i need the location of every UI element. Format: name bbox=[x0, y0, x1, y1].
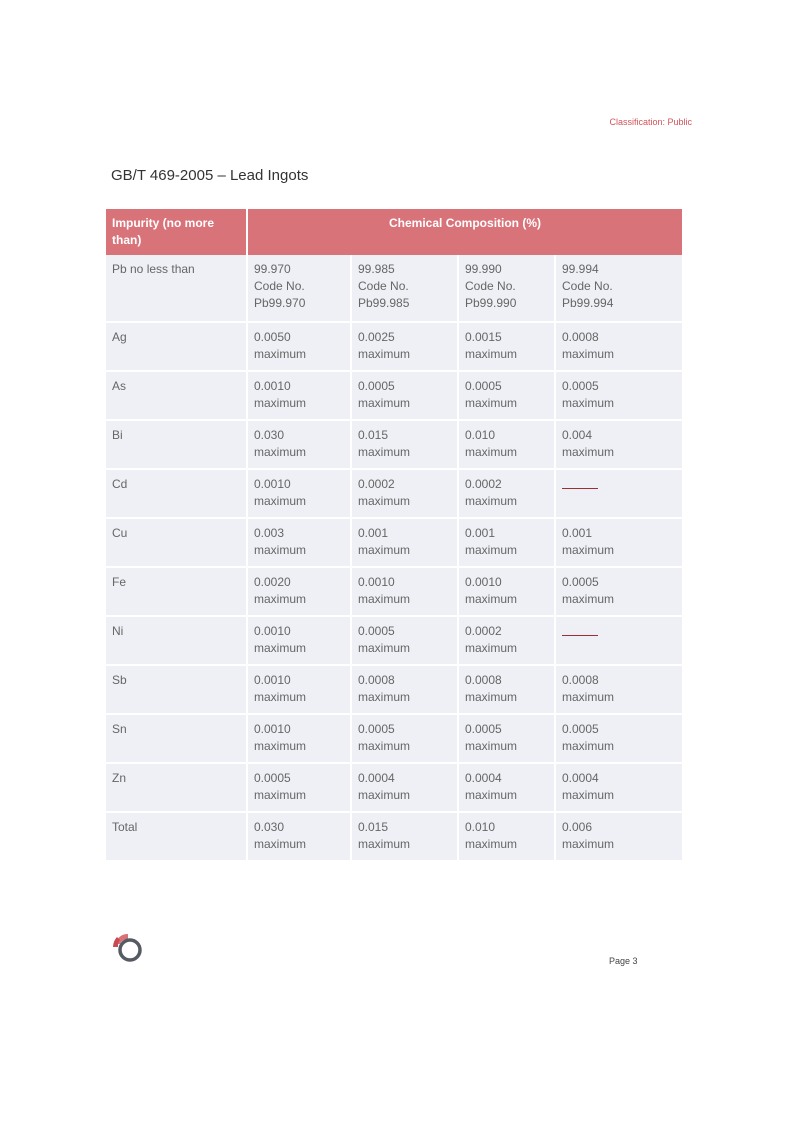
cell-value: 0.0020 bbox=[254, 575, 291, 589]
table-cell bbox=[555, 322, 682, 371]
code-value: Pb99.990 bbox=[465, 296, 517, 310]
row-label: Ag bbox=[106, 322, 247, 371]
cell-suffix: maximum bbox=[254, 788, 307, 802]
table-cell bbox=[351, 518, 458, 567]
cell-value: 0.0005 bbox=[254, 771, 291, 785]
table-cell bbox=[247, 567, 351, 616]
cell-suffix: maximum bbox=[465, 592, 518, 606]
cell-value: 0.0005 bbox=[562, 379, 599, 393]
cell-value: 0.0010 bbox=[358, 575, 395, 589]
table-cell bbox=[351, 714, 458, 763]
table-row bbox=[106, 322, 682, 371]
table-cell bbox=[351, 255, 458, 322]
code-label: Code No. bbox=[254, 279, 305, 293]
table-row bbox=[106, 371, 682, 420]
cell-value: 0.0050 bbox=[254, 330, 291, 344]
cell-value: 0.001 bbox=[465, 526, 496, 540]
table-row bbox=[106, 420, 682, 469]
table-row bbox=[106, 518, 682, 567]
cell-suffix: maximum bbox=[562, 445, 615, 459]
cell-suffix: maximum bbox=[358, 543, 411, 557]
table-cell bbox=[247, 420, 351, 469]
cell-suffix: maximum bbox=[254, 690, 307, 704]
table-cell bbox=[458, 469, 555, 518]
cell-suffix: maximum bbox=[465, 494, 518, 508]
table-cell bbox=[351, 665, 458, 714]
cell-value: 0.0002 bbox=[358, 477, 395, 491]
cell-suffix: maximum bbox=[465, 347, 518, 361]
cell-suffix: maximum bbox=[465, 396, 518, 410]
code-value: Pb99.994 bbox=[562, 296, 614, 310]
cell-value: 0.0005 bbox=[358, 379, 395, 393]
cell-suffix: maximum bbox=[254, 494, 307, 508]
table-cell bbox=[458, 518, 555, 567]
not-applicable-dash bbox=[562, 488, 598, 489]
cell-suffix: maximum bbox=[562, 543, 615, 557]
table-cell bbox=[351, 812, 458, 861]
row-label: Sb bbox=[106, 665, 247, 714]
row-label: Pb no less than bbox=[106, 255, 247, 322]
cell-value: 99.994 bbox=[562, 262, 599, 276]
cell-suffix: maximum bbox=[465, 543, 518, 557]
table-row bbox=[106, 763, 682, 812]
table-cell bbox=[247, 255, 351, 322]
table-row bbox=[106, 255, 682, 322]
table-cell bbox=[458, 812, 555, 861]
table-cell bbox=[247, 371, 351, 420]
cell-value: 0.004 bbox=[562, 428, 593, 442]
cell-value: 0.0005 bbox=[358, 624, 395, 638]
cell-value: 0.0010 bbox=[465, 575, 502, 589]
page-title: GB/T 469-2005 – Lead Ingots bbox=[111, 167, 309, 184]
cell-suffix: maximum bbox=[254, 396, 307, 410]
code-label: Code No. bbox=[465, 279, 516, 293]
cell-value: 0.0010 bbox=[254, 673, 291, 687]
table-cell bbox=[555, 371, 682, 420]
cell-value: 0.0005 bbox=[562, 722, 599, 736]
table-cell bbox=[555, 469, 682, 518]
code-value: Pb99.985 bbox=[358, 296, 410, 310]
composition-header: Chemical Composition (%) bbox=[247, 209, 682, 255]
cell-value: 0.0004 bbox=[358, 771, 395, 785]
cell-value: 0.0004 bbox=[465, 771, 502, 785]
code-label: Code No. bbox=[358, 279, 409, 293]
table-cell bbox=[247, 714, 351, 763]
cell-suffix: maximum bbox=[358, 396, 411, 410]
cell-value: 0.0015 bbox=[465, 330, 502, 344]
cell-value: 0.0010 bbox=[254, 477, 291, 491]
table-cell bbox=[555, 763, 682, 812]
table-cell bbox=[555, 616, 682, 665]
table-cell bbox=[351, 763, 458, 812]
company-logo-icon bbox=[111, 930, 145, 964]
table-cell bbox=[247, 518, 351, 567]
cell-suffix: maximum bbox=[358, 445, 411, 459]
cell-suffix: maximum bbox=[254, 739, 307, 753]
code-label: Code No. bbox=[562, 279, 613, 293]
table-row bbox=[106, 567, 682, 616]
table-cell bbox=[247, 763, 351, 812]
cell-suffix: maximum bbox=[465, 641, 518, 655]
table-cell bbox=[458, 322, 555, 371]
table-row bbox=[106, 714, 682, 763]
cell-value: 0.006 bbox=[562, 820, 593, 834]
cell-suffix: maximum bbox=[358, 788, 411, 802]
cell-suffix: maximum bbox=[358, 347, 411, 361]
cell-suffix: maximum bbox=[562, 592, 615, 606]
cell-suffix: maximum bbox=[358, 494, 411, 508]
cell-suffix: maximum bbox=[465, 690, 518, 704]
cell-suffix: maximum bbox=[465, 837, 518, 851]
cell-suffix: maximum bbox=[465, 445, 518, 459]
row-label: Cd bbox=[106, 469, 247, 518]
cell-value: 0.030 bbox=[254, 820, 285, 834]
table-cell bbox=[247, 322, 351, 371]
table-cell bbox=[458, 255, 555, 322]
table-row bbox=[106, 665, 682, 714]
cell-value: 0.0010 bbox=[254, 722, 291, 736]
cell-value: 0.0005 bbox=[465, 722, 502, 736]
cell-value: 0.010 bbox=[465, 820, 496, 834]
cell-suffix: maximum bbox=[562, 739, 615, 753]
cell-suffix: maximum bbox=[254, 592, 307, 606]
cell-value: 0.0010 bbox=[254, 379, 291, 393]
table-cell bbox=[247, 812, 351, 861]
cell-suffix: maximum bbox=[358, 641, 411, 655]
row-label: Zn bbox=[106, 763, 247, 812]
table-cell bbox=[458, 420, 555, 469]
cell-suffix: maximum bbox=[358, 592, 411, 606]
cell-value: 99.990 bbox=[465, 262, 502, 276]
row-label: Ni bbox=[106, 616, 247, 665]
cell-value: 0.0004 bbox=[562, 771, 599, 785]
cell-suffix: maximum bbox=[562, 788, 615, 802]
cell-value: 0.0008 bbox=[358, 673, 395, 687]
row-label: Cu bbox=[106, 518, 247, 567]
table-cell bbox=[351, 567, 458, 616]
cell-value: 0.001 bbox=[358, 526, 389, 540]
cell-value: 0.010 bbox=[465, 428, 496, 442]
page-number: Page 3 bbox=[609, 956, 638, 966]
table-cell bbox=[555, 255, 682, 322]
code-value: Pb99.970 bbox=[254, 296, 306, 310]
table-cell bbox=[247, 469, 351, 518]
cell-value: 0.0002 bbox=[465, 477, 502, 491]
table-cell bbox=[555, 567, 682, 616]
cell-suffix: maximum bbox=[562, 347, 615, 361]
table-cell bbox=[555, 714, 682, 763]
table-row bbox=[106, 812, 682, 861]
cell-value: 0.0008 bbox=[465, 673, 502, 687]
classification-label: Classification: Public bbox=[609, 117, 692, 127]
cell-value: 0.0002 bbox=[465, 624, 502, 638]
cell-suffix: maximum bbox=[254, 837, 307, 851]
table-cell bbox=[458, 567, 555, 616]
cell-value: 0.0008 bbox=[562, 330, 599, 344]
cell-value: 0.0008 bbox=[562, 673, 599, 687]
cell-value: 0.030 bbox=[254, 428, 285, 442]
cell-value: 0.0005 bbox=[562, 575, 599, 589]
row-label: Fe bbox=[106, 567, 247, 616]
cell-suffix: maximum bbox=[465, 788, 518, 802]
table-cell bbox=[458, 371, 555, 420]
cell-suffix: maximum bbox=[254, 445, 307, 459]
table-cell bbox=[555, 518, 682, 567]
table-cell bbox=[351, 371, 458, 420]
table-cell bbox=[555, 665, 682, 714]
table-cell bbox=[555, 812, 682, 861]
cell-value: 0.0005 bbox=[358, 722, 395, 736]
table-cell bbox=[458, 763, 555, 812]
table-cell bbox=[351, 322, 458, 371]
table-cell bbox=[458, 665, 555, 714]
cell-value: 0.0010 bbox=[254, 624, 291, 638]
cell-value: 99.985 bbox=[358, 262, 395, 276]
row-label: As bbox=[106, 371, 247, 420]
impurity-header: Impurity (no more than) bbox=[106, 209, 247, 255]
cell-value: 0.0005 bbox=[465, 379, 502, 393]
cell-suffix: maximum bbox=[358, 690, 411, 704]
cell-suffix: maximum bbox=[562, 396, 615, 410]
cell-suffix: maximum bbox=[562, 690, 615, 704]
cell-suffix: maximum bbox=[465, 739, 518, 753]
row-label: Sn bbox=[106, 714, 247, 763]
table-cell bbox=[458, 616, 555, 665]
cell-suffix: maximum bbox=[254, 347, 307, 361]
cell-suffix: maximum bbox=[562, 837, 615, 851]
cell-suffix: maximum bbox=[358, 739, 411, 753]
table-cell bbox=[351, 469, 458, 518]
cell-suffix: maximum bbox=[358, 837, 411, 851]
cell-value: 0.0025 bbox=[358, 330, 395, 344]
table-cell bbox=[247, 616, 351, 665]
cell-value: 0.001 bbox=[562, 526, 593, 540]
composition-table bbox=[106, 209, 682, 862]
cell-value: 99.970 bbox=[254, 262, 291, 276]
table-header-row bbox=[106, 209, 682, 255]
cell-suffix: maximum bbox=[254, 543, 307, 557]
table-cell bbox=[555, 420, 682, 469]
row-label: Total bbox=[106, 812, 247, 861]
table-row bbox=[106, 616, 682, 665]
table-cell bbox=[351, 420, 458, 469]
cell-value: 0.015 bbox=[358, 428, 389, 442]
cell-value: 0.003 bbox=[254, 526, 285, 540]
table-row bbox=[106, 469, 682, 518]
cell-suffix: maximum bbox=[254, 641, 307, 655]
row-label: Bi bbox=[106, 420, 247, 469]
table-cell bbox=[351, 616, 458, 665]
not-applicable-dash bbox=[562, 635, 598, 636]
table-cell bbox=[247, 665, 351, 714]
table-cell bbox=[458, 714, 555, 763]
cell-value: 0.015 bbox=[358, 820, 389, 834]
